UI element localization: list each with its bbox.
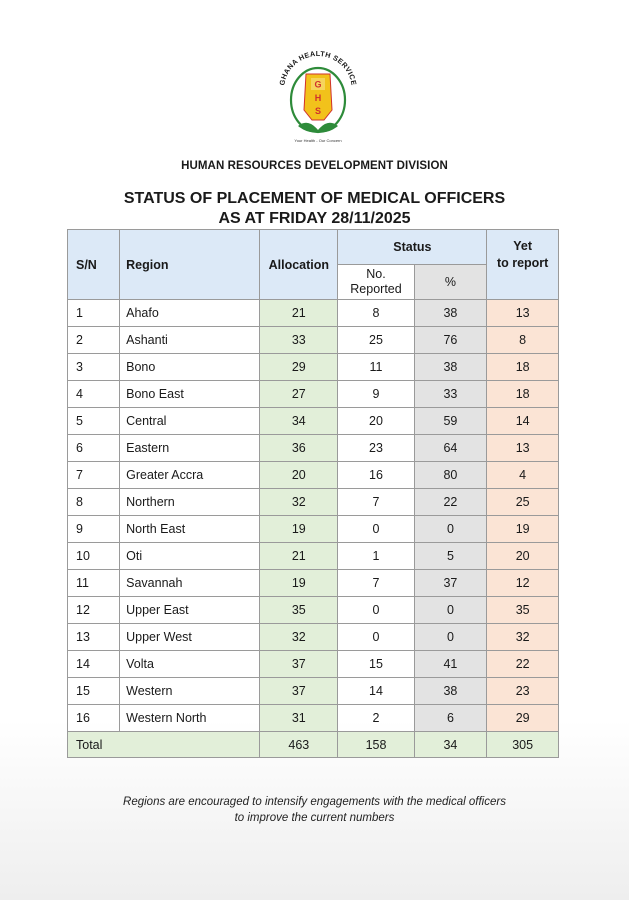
cell-reported: 23 xyxy=(338,435,414,462)
cell-allocation: 21 xyxy=(260,300,338,327)
cell-reported: 20 xyxy=(338,408,414,435)
placement-table xyxy=(67,229,559,758)
cell-region: Savannah xyxy=(120,570,260,597)
footer-note xyxy=(0,794,629,826)
division-name: HUMAN RESOURCES DEVELOPMENT DIVISION xyxy=(181,160,448,172)
cell-allocation: 37 xyxy=(260,678,338,705)
cell-percent: 80 xyxy=(414,462,487,489)
cell-allocation: 27 xyxy=(260,381,338,408)
footer-line-2: to improve the current numbers xyxy=(234,812,395,824)
cell-reported: 0 xyxy=(338,624,414,651)
table-row xyxy=(68,381,559,408)
cell-region: Western xyxy=(120,678,260,705)
cell-percent: 6 xyxy=(414,705,487,732)
cell-allocation: 31 xyxy=(260,705,338,732)
cell-allocation: 34 xyxy=(260,408,338,435)
cell-reported: 16 xyxy=(338,462,414,489)
ghs-emblem-icon xyxy=(268,38,368,148)
cell-yet: 35 xyxy=(487,597,559,624)
col-percent-header: % xyxy=(414,265,487,300)
yet-header-line-1: Yet xyxy=(513,239,533,253)
cell-yet: 13 xyxy=(487,435,559,462)
no-reported-line-1: No. xyxy=(366,267,386,281)
table-row xyxy=(68,354,559,381)
cell-percent: 76 xyxy=(414,327,487,354)
cell-region: Eastern xyxy=(120,435,260,462)
cell-yet: 8 xyxy=(487,327,559,354)
logo-motto: Your Health - Our Concern xyxy=(294,138,342,143)
cell-yet: 29 xyxy=(487,705,559,732)
total-allocation: 463 xyxy=(260,732,338,758)
cell-percent: 0 xyxy=(414,516,487,543)
cell-allocation: 29 xyxy=(260,354,338,381)
cell-reported: 8 xyxy=(338,300,414,327)
title-line-1: STATUS OF PLACEMENT OF MEDICAL OFFICERS xyxy=(123,190,506,207)
col-no-reported-header xyxy=(338,265,414,300)
cell-yet: 25 xyxy=(487,489,559,516)
cell-reported: 7 xyxy=(338,570,414,597)
table-row xyxy=(68,300,559,327)
total-percent: 34 xyxy=(414,732,487,758)
cell-reported: 0 xyxy=(338,516,414,543)
table-row xyxy=(68,705,559,732)
cell-percent: 37 xyxy=(414,570,487,597)
cell-yet: 22 xyxy=(487,651,559,678)
cell-allocation: 36 xyxy=(260,435,338,462)
cell-percent: 0 xyxy=(414,597,487,624)
footer-line-1: Regions are encouraged to intensify engagements with the medical officers xyxy=(123,796,506,808)
cell-region: Upper West xyxy=(120,624,260,651)
cell-region: Bono East xyxy=(120,381,260,408)
cell-percent: 38 xyxy=(414,678,487,705)
cell-yet: 23 xyxy=(487,678,559,705)
logo-letter-s: S xyxy=(314,106,322,116)
cell-yet: 4 xyxy=(487,462,559,489)
cell-sn: 4 xyxy=(68,381,120,408)
cell-sn: 7 xyxy=(68,462,120,489)
cell-region: Northern xyxy=(120,489,260,516)
cell-sn: 8 xyxy=(68,489,120,516)
table-body xyxy=(68,300,559,732)
cell-allocation: 37 xyxy=(260,651,338,678)
cell-reported: 25 xyxy=(338,327,414,354)
page-title xyxy=(0,189,629,229)
cell-yet: 18 xyxy=(487,381,559,408)
cell-percent: 22 xyxy=(414,489,487,516)
cell-sn: 10 xyxy=(68,543,120,570)
col-region-header: Region xyxy=(120,230,260,300)
table-row xyxy=(68,489,559,516)
cell-yet: 12 xyxy=(487,570,559,597)
cell-allocation: 20 xyxy=(260,462,338,489)
cell-reported: 9 xyxy=(338,381,414,408)
no-reported-line-2: Reported xyxy=(350,282,402,296)
cell-allocation: 32 xyxy=(260,624,338,651)
cell-sn: 13 xyxy=(68,624,120,651)
table-row xyxy=(68,570,559,597)
cell-reported: 2 xyxy=(338,705,414,732)
col-status-header: Status xyxy=(338,230,487,265)
cell-yet: 18 xyxy=(487,354,559,381)
cell-sn: 6 xyxy=(68,435,120,462)
table-row xyxy=(68,543,559,570)
cell-allocation: 35 xyxy=(260,597,338,624)
table-row xyxy=(68,678,559,705)
cell-sn: 14 xyxy=(68,651,120,678)
cell-sn: 1 xyxy=(68,300,120,327)
total-yet: 305 xyxy=(487,732,559,758)
table-header-row xyxy=(68,230,559,265)
table-row xyxy=(68,651,559,678)
total-label: Total xyxy=(68,732,260,758)
cell-reported: 11 xyxy=(338,354,414,381)
cell-sn: 12 xyxy=(68,597,120,624)
cell-region: Central xyxy=(120,408,260,435)
table-row xyxy=(68,327,559,354)
cell-percent: 41 xyxy=(414,651,487,678)
logo-arc-text: GHANA HEALTH SERVICE xyxy=(277,48,359,87)
cell-region: Volta xyxy=(120,651,260,678)
table-total-row xyxy=(68,732,559,758)
col-yet-header xyxy=(487,230,559,300)
total-reported: 158 xyxy=(338,732,414,758)
table-row xyxy=(68,462,559,489)
cell-yet: 20 xyxy=(487,543,559,570)
table-row xyxy=(68,516,559,543)
cell-allocation: 19 xyxy=(260,570,338,597)
cell-region: Upper East xyxy=(120,597,260,624)
cell-sn: 9 xyxy=(68,516,120,543)
col-allocation-header: Allocation xyxy=(260,230,338,300)
cell-yet: 32 xyxy=(487,624,559,651)
cell-region: Oti xyxy=(120,543,260,570)
cell-percent: 38 xyxy=(414,354,487,381)
cell-yet: 13 xyxy=(487,300,559,327)
cell-percent: 0 xyxy=(414,624,487,651)
cell-allocation: 19 xyxy=(260,516,338,543)
cell-region: Bono xyxy=(120,354,260,381)
table-row xyxy=(68,435,559,462)
cell-reported: 1 xyxy=(338,543,414,570)
cell-yet: 14 xyxy=(487,408,559,435)
cell-region: Ashanti xyxy=(120,327,260,354)
table-row xyxy=(68,624,559,651)
cell-percent: 64 xyxy=(414,435,487,462)
cell-percent: 33 xyxy=(414,381,487,408)
logo-letter-h: H xyxy=(314,93,322,103)
cell-yet: 19 xyxy=(487,516,559,543)
table-row xyxy=(68,597,559,624)
cell-percent: 5 xyxy=(414,543,487,570)
cell-allocation: 33 xyxy=(260,327,338,354)
cell-region: North East xyxy=(120,516,260,543)
cell-sn: 5 xyxy=(68,408,120,435)
logo-letter-g: G xyxy=(314,79,322,90)
table-row xyxy=(68,408,559,435)
yet-header-line-2: to report xyxy=(496,256,549,270)
cell-reported: 14 xyxy=(338,678,414,705)
cell-sn: 2 xyxy=(68,327,120,354)
cell-sn: 11 xyxy=(68,570,120,597)
cell-reported: 7 xyxy=(338,489,414,516)
ghana-health-service-logo xyxy=(268,38,368,148)
title-line-2: AS AT FRIDAY 28/11/2025 xyxy=(218,210,411,227)
cell-region: Greater Accra xyxy=(120,462,260,489)
col-sn-header: S/N xyxy=(68,230,120,300)
cell-allocation: 21 xyxy=(260,543,338,570)
cell-percent: 59 xyxy=(414,408,487,435)
cell-region: Western North xyxy=(120,705,260,732)
cell-allocation: 32 xyxy=(260,489,338,516)
cell-percent: 38 xyxy=(414,300,487,327)
cell-sn: 15 xyxy=(68,678,120,705)
cell-region: Ahafo xyxy=(120,300,260,327)
cell-sn: 16 xyxy=(68,705,120,732)
cell-reported: 15 xyxy=(338,651,414,678)
cell-sn: 3 xyxy=(68,354,120,381)
cell-reported: 0 xyxy=(338,597,414,624)
